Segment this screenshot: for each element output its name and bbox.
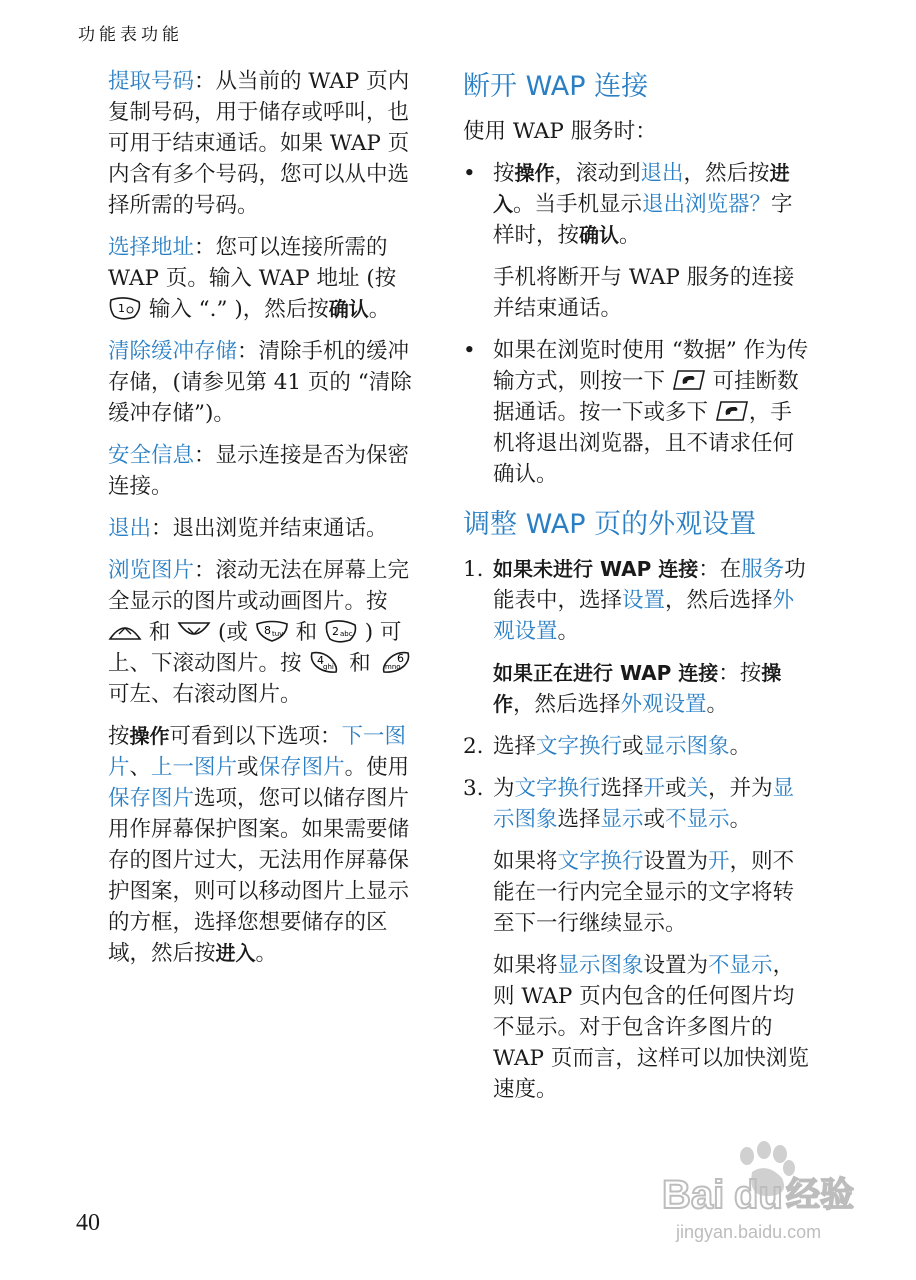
body-text: 。 bbox=[557, 619, 580, 644]
paragraph-clear-cache bbox=[108, 336, 426, 429]
watermark-url: jingyan.baidu.com bbox=[676, 1222, 822, 1242]
body-text: ：退出浏览并结束通话。 bbox=[151, 516, 388, 541]
right-column bbox=[463, 66, 813, 1116]
body-text: ：从当前的 WAP 页内复制号码，用于储存或呼叫，也可用于结束通话。如果 WAP 页内含有多个号码，您可以从中选择所需的号码。 bbox=[108, 69, 410, 218]
key-letters: mno bbox=[384, 663, 401, 671]
bold-key-term: 操作 bbox=[129, 724, 170, 748]
bold-condition: 如果未进行 WAP 连接 bbox=[493, 557, 699, 581]
body-text: 选择 bbox=[600, 776, 644, 801]
body-text: ：滚动无法在屏幕上完全显示的图片或动画图片。按 bbox=[108, 558, 410, 614]
menu-term: 设置 bbox=[622, 588, 666, 613]
left-column bbox=[108, 66, 426, 980]
body-text: 或 bbox=[237, 755, 259, 780]
step-number: 1. bbox=[463, 557, 484, 582]
bullet-subtext: 手机将断开与 WAP 服务的连接并结束通话。 bbox=[493, 265, 795, 321]
body-text: 选择 bbox=[493, 734, 537, 759]
body-text: ：按 bbox=[718, 661, 762, 686]
paragraph-security-info bbox=[108, 440, 426, 502]
menu-term: 文字换行 bbox=[514, 776, 601, 801]
scroll-up-key-icon bbox=[108, 619, 142, 643]
body-text: 可挂断数据通话。按一下或多下 bbox=[493, 369, 799, 425]
body-text: ：清除手机的缓冲存储，(请参见第 41 页的 “清除缓冲存储”)。 bbox=[108, 339, 412, 426]
body-text: 和 bbox=[142, 620, 178, 645]
bold-key-term: 操作 bbox=[514, 161, 555, 185]
paragraph-extract-number bbox=[108, 66, 426, 221]
step-3-subtext-images bbox=[463, 950, 813, 1105]
body-text: 如果在浏览时使用 “数据” 作为传输方式，则按一下 bbox=[493, 338, 809, 394]
key-letters: ghi bbox=[323, 663, 335, 671]
body-text: ) 可上、下滚动图片。按 bbox=[108, 620, 402, 676]
menu-term: 退出 bbox=[108, 516, 152, 541]
bold-key-term: 操作 bbox=[493, 661, 782, 716]
body-text: ，然后选择 bbox=[513, 692, 621, 717]
bold-key-term: 进入 bbox=[215, 941, 256, 965]
menu-term: 显示图象 bbox=[493, 776, 795, 832]
body-text: ：在 bbox=[698, 557, 742, 582]
key-label: 1 bbox=[118, 302, 125, 315]
body-text: 按 bbox=[493, 161, 515, 186]
key-letters: tuv bbox=[271, 630, 284, 638]
key-letters: abc bbox=[339, 630, 353, 638]
watermark-logo-icon bbox=[652, 1138, 872, 1248]
body-text: 功能表中，选择 bbox=[493, 557, 806, 613]
body-text: 和 bbox=[288, 620, 324, 645]
page-number: 40 bbox=[76, 1210, 100, 1236]
option-save-image: 保存图片 bbox=[108, 786, 195, 811]
step-2 bbox=[463, 731, 813, 762]
bold-key-term: 确认 bbox=[328, 297, 369, 321]
menu-term: 文字换行 bbox=[536, 734, 623, 759]
body-text: 。使用 bbox=[344, 755, 410, 780]
body-text: 为 bbox=[493, 776, 515, 801]
menu-term: 退出浏览器？ bbox=[642, 192, 772, 217]
intro-text: 使用 WAP 服务时： bbox=[463, 119, 657, 144]
paragraph-browse-images bbox=[108, 555, 426, 710]
body-text: 输入 “.” )，然后按 bbox=[142, 297, 329, 322]
menu-term: 退出 bbox=[640, 161, 684, 186]
baidu-watermark bbox=[652, 1138, 872, 1248]
step-3 bbox=[463, 773, 813, 835]
body-text: 。 bbox=[729, 734, 752, 759]
body-text: 或 bbox=[643, 807, 666, 832]
body-text: 或 bbox=[622, 734, 644, 759]
body-text: 或 bbox=[665, 776, 687, 801]
body-text: ：您可以连接所需的 WAP 页。输入 WAP 地址 (按 bbox=[108, 235, 397, 291]
body-text: 可左、右滚动图片。 bbox=[108, 682, 302, 707]
bullet-item bbox=[463, 158, 813, 251]
menu-term: 外观设置 bbox=[620, 692, 707, 717]
body-text: 。当手机显示 bbox=[513, 192, 643, 217]
menu-term: 开 bbox=[643, 776, 666, 801]
key-label: 6 bbox=[396, 652, 404, 665]
body-text: ，手机将退出浏览器，且不请求任何确认。 bbox=[493, 400, 795, 487]
bullet-marker: • bbox=[463, 161, 476, 186]
key-8-icon bbox=[255, 619, 289, 643]
body-text: 。 bbox=[255, 941, 278, 966]
key-label: 8 bbox=[263, 624, 271, 637]
bullet-marker: • bbox=[463, 338, 476, 363]
step-1 bbox=[463, 554, 813, 647]
body-text: 。 bbox=[706, 692, 729, 717]
body-text: 。 bbox=[368, 297, 391, 322]
bullet-item bbox=[463, 335, 813, 490]
watermark-brand: 经验 bbox=[786, 1175, 854, 1215]
key-6-icon bbox=[378, 650, 412, 674]
menu-term: 关 bbox=[686, 776, 709, 801]
body-text: (或 bbox=[211, 620, 255, 645]
step-number: 2. bbox=[463, 734, 484, 759]
body-text: ，然后选择 bbox=[665, 588, 773, 613]
body-text: 和 bbox=[342, 651, 378, 676]
body-text: ，则不能在一行内完全显示的文字将转至下一行继续显示。 bbox=[493, 849, 795, 936]
end-call-key-icon bbox=[672, 368, 706, 392]
body-text: 按 bbox=[108, 724, 130, 749]
body-text: ：显示连接是否为保密连接。 bbox=[108, 443, 410, 499]
menu-term: 选择地址 bbox=[108, 235, 195, 260]
watermark-brand: Bai bbox=[662, 1173, 725, 1217]
body-text: ，然后按 bbox=[683, 161, 770, 186]
key-label: 2 bbox=[331, 625, 339, 638]
step-number: 3. bbox=[463, 776, 484, 801]
body-text: 字样时，按 bbox=[493, 192, 793, 248]
option-previous-image: 上一图片 bbox=[151, 755, 238, 780]
menu-term: 不显示 bbox=[708, 953, 773, 978]
key-4-icon bbox=[308, 650, 342, 674]
body-text: 设置为 bbox=[643, 849, 709, 874]
menu-term: 文字换行 bbox=[557, 849, 644, 874]
menu-term: 提取号码 bbox=[108, 69, 195, 94]
menu-term: 显示 bbox=[600, 807, 644, 832]
body-text: ，滚动到 bbox=[554, 161, 641, 186]
bold-condition: 如果正在进行 WAP 连接 bbox=[493, 661, 719, 685]
menu-term: 开 bbox=[708, 849, 730, 874]
body-text: 如果将 bbox=[493, 849, 558, 874]
scroll-down-key-icon bbox=[177, 619, 211, 643]
menu-term: 安全信息 bbox=[108, 443, 195, 468]
watermark-brand: du bbox=[734, 1173, 783, 1217]
paragraph-options bbox=[108, 721, 426, 969]
menu-term: 显示图象 bbox=[557, 953, 644, 978]
step-1-subtext bbox=[463, 658, 813, 720]
body-text: 。 bbox=[729, 807, 752, 832]
option-save-image: 保存图片 bbox=[258, 755, 345, 780]
body-text: 。 bbox=[619, 223, 641, 248]
menu-term: 不显示 bbox=[665, 807, 730, 832]
bold-key-term: 确认 bbox=[579, 223, 620, 247]
body-text: 如果将 bbox=[493, 953, 558, 978]
menu-term: 清除缓冲存储 bbox=[108, 339, 238, 364]
body-text: 可看到以下选项： bbox=[169, 724, 342, 749]
end-call-key-icon bbox=[715, 399, 749, 423]
menu-term: 显示图象 bbox=[643, 734, 730, 759]
body-text: ，则 WAP 页内包含的任何图片均不显示。对于包含许多图片的 WAP 页而言，这样可以加快浏览速度。 bbox=[493, 953, 809, 1102]
key-label: 4 bbox=[317, 654, 325, 667]
menu-term: 浏览图片 bbox=[108, 558, 195, 583]
body-text: 选项，您可以储存图片用作屏幕保护图案。如果需要储存的图片过大，无法用作屏幕保护图案，则可以移动图片上显示的方框，选择您想要储存的区域，然后按 bbox=[108, 786, 410, 966]
body-text: ，并为 bbox=[708, 776, 773, 801]
running-header: 功能表功能 bbox=[78, 25, 183, 45]
heading-disconnect-wap: 断开 WAP 连接 bbox=[463, 71, 649, 102]
paragraph-exit bbox=[108, 513, 426, 544]
step-3-subtext-wrap bbox=[463, 846, 813, 939]
body-text: 、 bbox=[129, 755, 152, 780]
key-1-icon bbox=[108, 296, 142, 320]
menu-term: 外观设置 bbox=[493, 588, 795, 644]
menu-term: 服务 bbox=[741, 557, 785, 582]
bold-key-term: 进入 bbox=[493, 161, 790, 216]
paragraph-select-address bbox=[108, 232, 426, 325]
key-2-icon bbox=[324, 619, 358, 643]
body-text: 设置为 bbox=[643, 953, 709, 978]
option-next-image: 下一图片 bbox=[108, 724, 407, 780]
heading-adjust-wap-appearance: 调整 WAP 页的外观设置 bbox=[463, 509, 757, 540]
body-text: 选择 bbox=[557, 807, 601, 832]
